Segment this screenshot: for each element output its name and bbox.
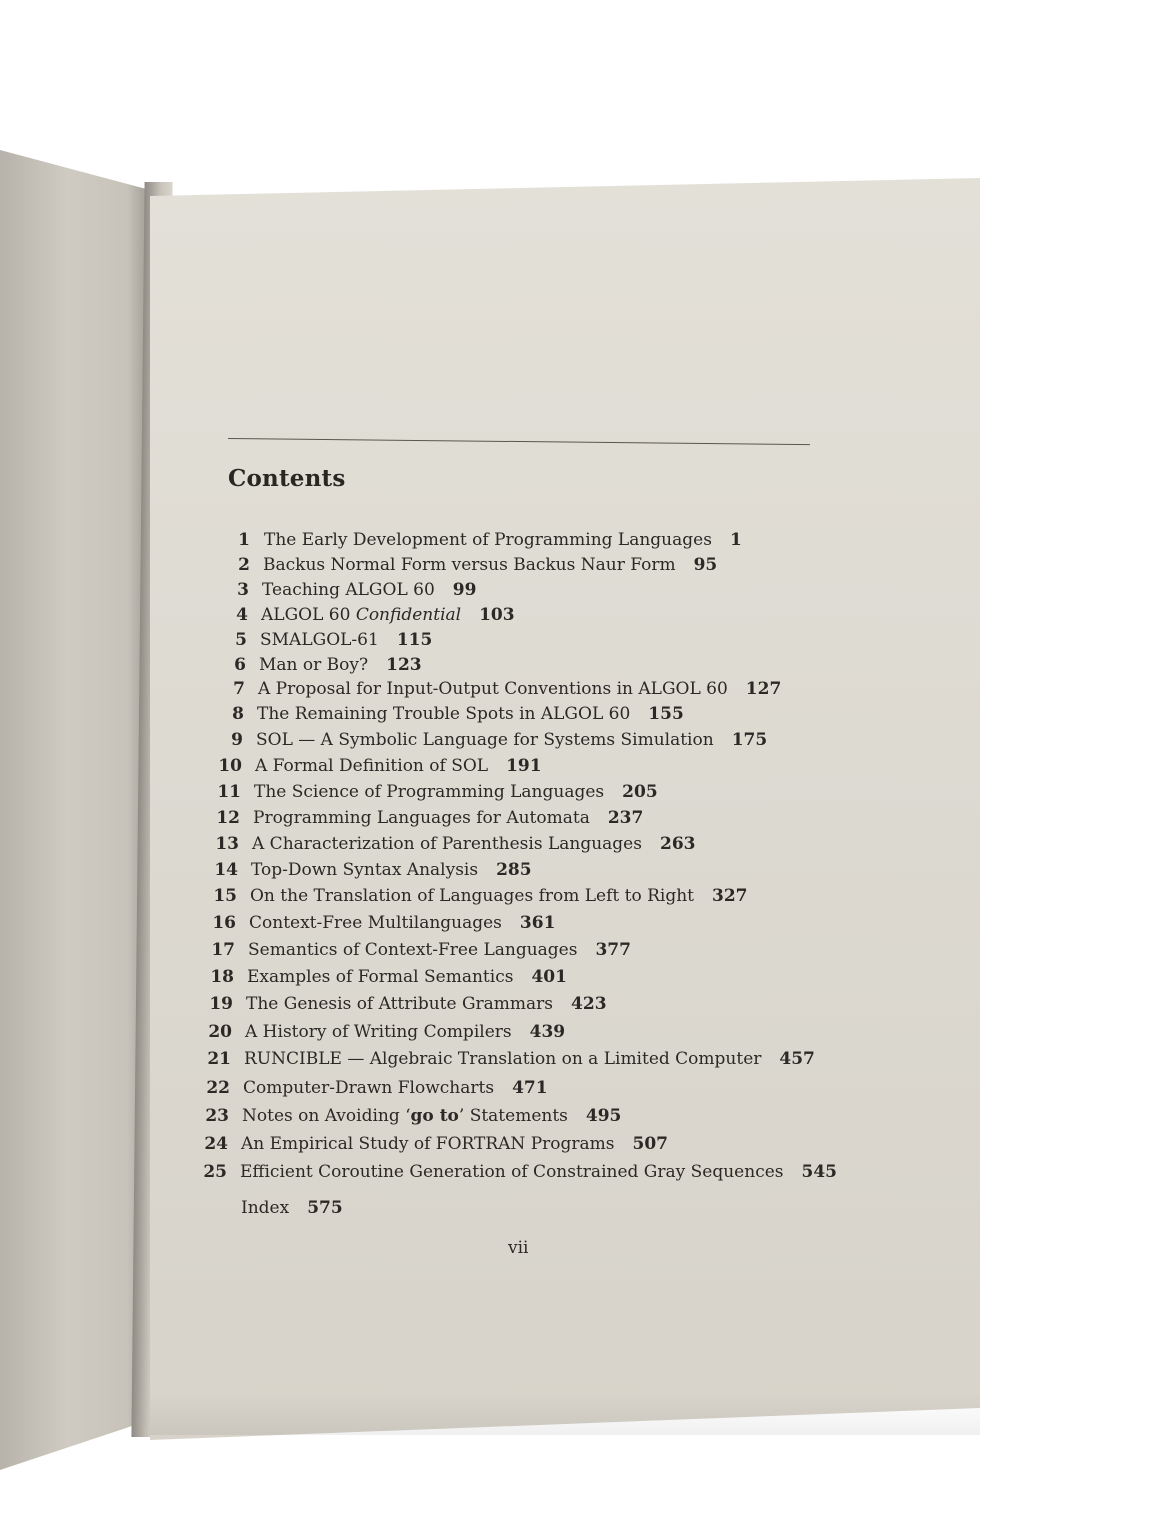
page-number: 191 [506, 756, 542, 776]
chapter-number: 21 [207, 1049, 231, 1069]
chapter-number: 3 [237, 580, 249, 600]
page-number: 205 [622, 782, 658, 802]
chapter-number: 17 [211, 940, 235, 960]
chapter-title: SMALGOL-61 115 [260, 630, 433, 650]
page-number: 401 [531, 967, 567, 987]
page-number: 1 [729, 530, 742, 550]
chapter-title: The Early Development of Programming Languages 1 [264, 530, 742, 550]
chapter-number: 9 [231, 730, 243, 750]
chapter-title: Context-Free Multilanguages 361 [249, 913, 556, 933]
chapter-number: 2 [238, 555, 250, 575]
chapter-title: An Empirical Study of FORTRAN Programs 507 [241, 1134, 669, 1154]
chapter-number: 22 [206, 1078, 230, 1098]
chapter-number: 8 [232, 704, 244, 724]
page-folio: vii [508, 1238, 529, 1258]
page-number: 423 [571, 994, 607, 1014]
page-number: 99 [452, 580, 477, 600]
chapter-number: 25 [203, 1162, 227, 1182]
page-number: 95 [693, 555, 718, 575]
page-number: 575 [307, 1198, 343, 1218]
contents-heading: Contents [228, 465, 346, 492]
chapter-title: A Characterization of Parenthesis Languages 263 [252, 834, 696, 854]
page-number: 175 [731, 730, 768, 750]
page-number: 327 [712, 886, 748, 906]
chapter-number: 15 [213, 886, 237, 906]
chapter-title: On the Translation of Languages from Left to Right 327 [250, 886, 748, 906]
chapter-number: 5 [235, 630, 247, 650]
chapter-number: 23 [205, 1106, 229, 1126]
chapter-title: Man or Boy? 123 [259, 655, 422, 675]
chapter-title: Backus Normal Form versus Backus Naur Form 95 [263, 555, 718, 575]
page-number: 545 [801, 1162, 838, 1182]
chapter-title: Teaching ALGOL 60 99 [262, 580, 477, 600]
page-number: 457 [779, 1049, 815, 1069]
chapter-title: Semantics of Context-Free Languages 377 [248, 940, 631, 960]
page-number: 471 [512, 1078, 548, 1098]
page-number: 115 [396, 630, 433, 650]
chapter-title: SOL — A Symbolic Language for Systems Simulation 175 [256, 730, 768, 750]
chapter-number: 13 [215, 834, 239, 854]
page-number: 237 [607, 808, 644, 828]
chapter-title: Notes on Avoiding ‘go to’ Statements 495 [242, 1106, 622, 1126]
index-title: Index 575 [241, 1198, 343, 1218]
page-number: 495 [585, 1106, 622, 1126]
chapter-number: 11 [217, 782, 241, 802]
chapter-title: Efficient Coroutine Generation of Constrained Gray Sequences 545 [240, 1162, 838, 1182]
chapter-title: A History of Writing Compilers 439 [245, 1022, 566, 1042]
chapter-title: Programming Languages for Automata 237 [253, 808, 644, 828]
chapter-number: 1 [238, 530, 250, 550]
chapter-title: A Formal Definition of SOL 191 [255, 756, 542, 776]
chapter-number: 16 [212, 913, 236, 933]
chapter-title: The Science of Programming Languages 205 [254, 782, 658, 802]
page-number: 155 [648, 704, 684, 724]
chapter-title: Computer-Drawn Flowcharts 471 [243, 1078, 548, 1098]
page-number: 439 [529, 1022, 566, 1042]
chapter-title: The Remaining Trouble Spots in ALGOL 60 155 [257, 704, 684, 724]
chapter-title: The Genesis of Attribute Grammars 423 [246, 994, 607, 1014]
page-number: 507 [632, 1134, 669, 1154]
page-number: 377 [595, 940, 631, 960]
page-number: 127 [745, 679, 782, 699]
page-number: 103 [479, 605, 515, 625]
chapter-title: Examples of Formal Semantics 401 [247, 967, 567, 987]
chapter-number: 18 [210, 967, 234, 987]
page-number: 361 [519, 913, 556, 933]
chapter-number: 19 [209, 994, 233, 1014]
chapter-number: 10 [218, 756, 242, 776]
page-number: 285 [496, 860, 532, 880]
chapter-title: A Proposal for Input-Output Conventions in ALGOL 60 127 [258, 679, 782, 699]
page-number: 263 [659, 834, 696, 854]
chapter-number: 20 [208, 1022, 232, 1042]
chapter-number: 4 [236, 605, 248, 625]
chapter-number: 6 [234, 655, 246, 675]
chapter-title: RUNCIBLE — Algebraic Translation on a Limited Computer 457 [244, 1049, 815, 1069]
chapter-number: 7 [233, 679, 245, 699]
chapter-number: 14 [214, 860, 238, 880]
chapter-title: Top-Down Syntax Analysis 285 [251, 860, 532, 880]
chapter-number: 24 [204, 1134, 228, 1154]
chapter-title: ALGOL 60 Confidential 103 [261, 605, 515, 625]
chapter-number: 12 [216, 808, 240, 828]
page-number: 123 [386, 655, 422, 675]
